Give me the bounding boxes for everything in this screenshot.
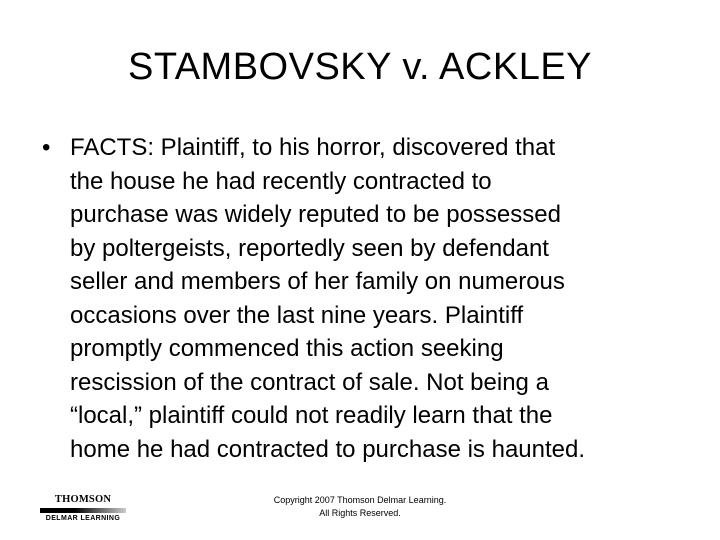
copyright-line-1: Copyright 2007 Thomson Delmar Learning. [273, 495, 447, 505]
bullet-line: home he had contracted to purchase is haunted. [70, 435, 586, 463]
bullet-marker: • [42, 134, 51, 161]
logo-rule [40, 508, 126, 513]
copyright-line-2: All Rights Reserved. [319, 508, 401, 518]
bullet-line: FACTS: Plaintiff, to his horror, discovered that [70, 134, 556, 161]
copyright-notice [210, 494, 510, 520]
bullet-line: seller and members of her family on numerous [70, 268, 565, 295]
bullet-line: the house he had recently contracted to [70, 167, 492, 195]
bullet-text [70, 131, 700, 466]
bullet-line: rescission of the contract of sale. Not being a [70, 368, 549, 396]
bullet-line: “local,” plaintiff could not readily learn that the [70, 402, 553, 429]
bullet-line: promptly commenced this action seeking [70, 335, 504, 362]
logo-delmar-text: DELMAR LEARNING [45, 515, 121, 522]
bullet-line: occasions over the last nine years. Plaintiff [70, 301, 524, 329]
slide-title: STAMBOVSKY v. ACKLEY [127, 46, 593, 88]
bullet-line: by poltergeists, reportedly seen by defendant [70, 234, 549, 262]
publisher-logo [40, 494, 126, 526]
bullet-line: purchase was widely reputed to be possessed [70, 201, 561, 228]
logo-thomson-text: THOMSON [54, 494, 112, 505]
